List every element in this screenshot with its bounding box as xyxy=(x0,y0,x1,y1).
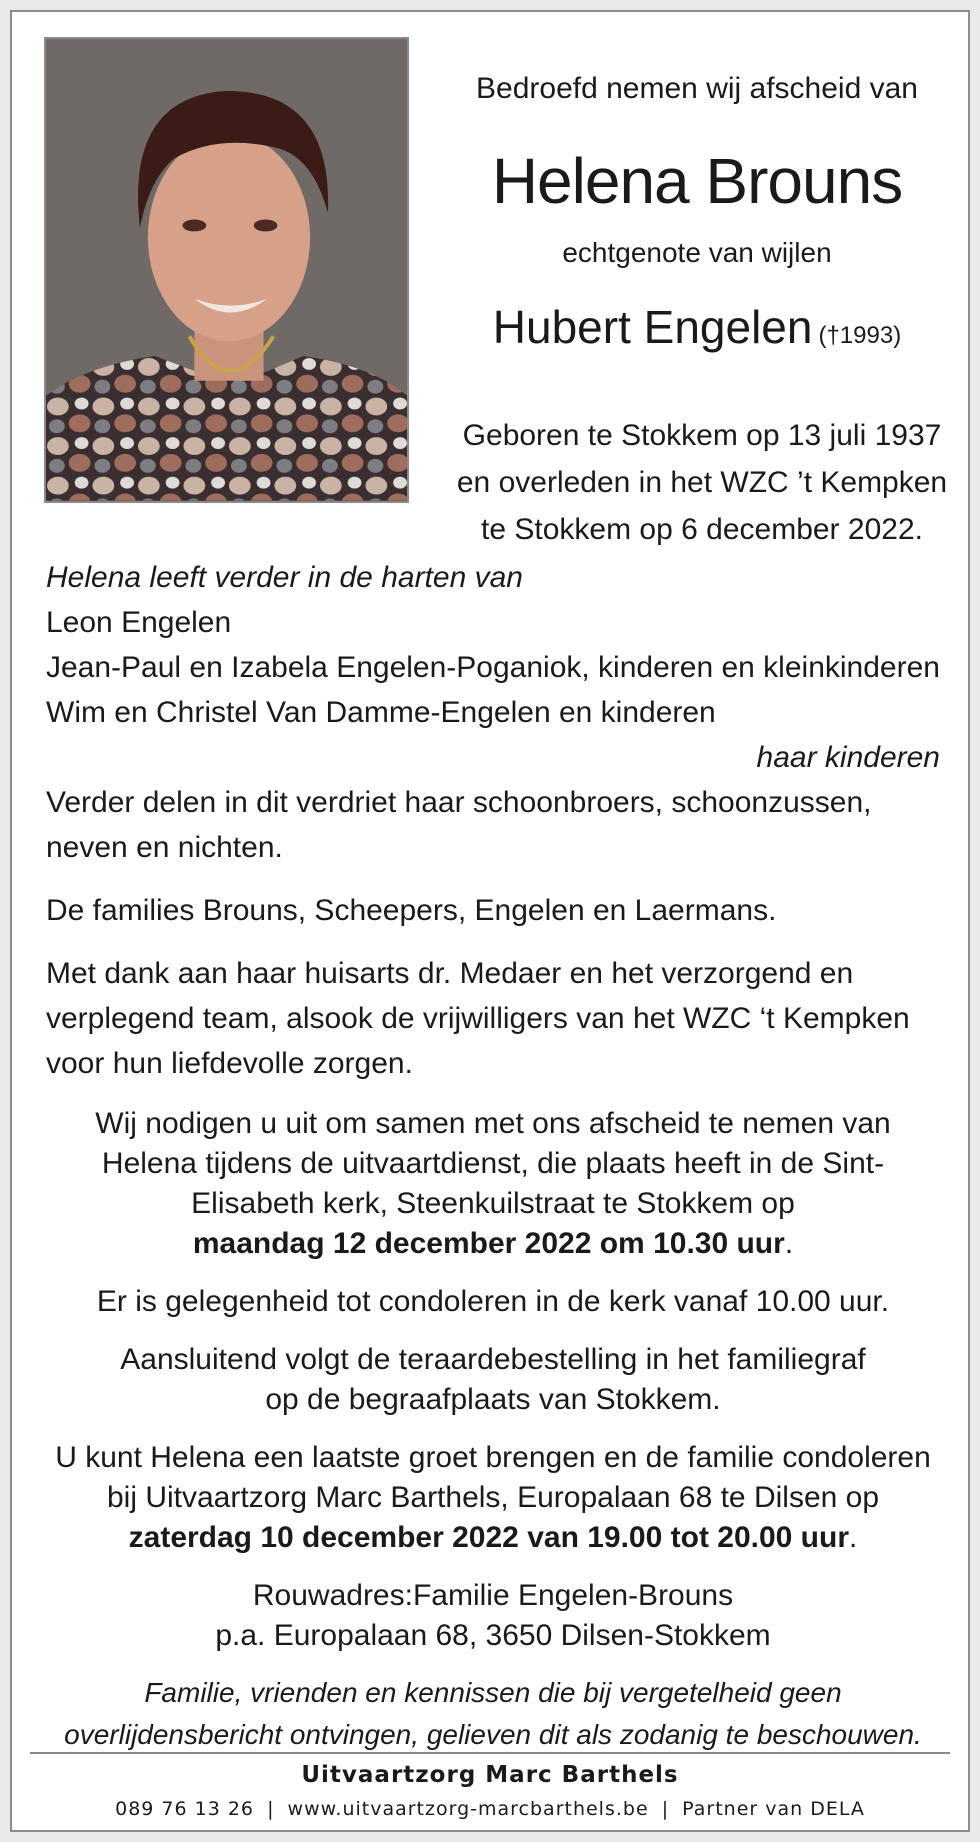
invite-line: Helena tijdens de uitvaartdienst, die plaats heeft in de Sint- xyxy=(101,1147,885,1180)
mourning-address: Rouwadres:Familie Engelen-Brouns xyxy=(252,1579,734,1612)
spouse-death-year: (†1993) xyxy=(818,322,902,349)
footer xyxy=(12,1762,968,1820)
burial-line: Aansluitend volgt de teraardebestelling in het familiegraf xyxy=(120,1343,866,1376)
children-label: haar kinderen xyxy=(756,741,940,774)
separator: | xyxy=(267,1798,275,1820)
website-link[interactable]: www.uitvaartzorg-marcbarthels.be xyxy=(287,1798,649,1820)
family-member: Jean-Paul en Izabela Engelen-Poganiok, kinderen en kleinkinderen xyxy=(46,651,940,684)
main-text xyxy=(46,555,940,1756)
funeral-invitation xyxy=(46,1104,940,1656)
disclaimer xyxy=(46,1672,940,1756)
burial-line: op de begraafplaats van Stokkem. xyxy=(265,1383,721,1416)
disclaimer-line: overlijdensbericht ontvingen, gelieven dit als zodanig te beschouwen. xyxy=(64,1719,922,1750)
birth-death-info xyxy=(422,412,980,553)
family-member: Wim en Christel Van Damme-Engelen en kinderen xyxy=(46,696,716,729)
death-line: en overleden in het WZC ’t Kempken xyxy=(456,466,948,499)
mourning-address: p.a. Europalaan 68, 3650 Dilsen-Stokkem xyxy=(215,1619,771,1652)
intro-text: Bedroefd nemen wij afscheid van xyxy=(476,72,918,105)
deceased-name: Helena Brouns xyxy=(491,145,903,217)
invite-line: Wij nodigen u uit om samen met ons afscheid te nemen van xyxy=(95,1107,891,1140)
funeral-home-name: Uitvaartzorg Marc Barthels xyxy=(301,1762,679,1788)
footer-divider xyxy=(30,1752,950,1754)
family-member: Leon Engelen xyxy=(46,606,232,639)
invite-line: Elisabeth kerk, Steenkuilstraat te Stokkem op xyxy=(191,1187,795,1220)
partner-text: Partner van DELA xyxy=(682,1798,865,1820)
visit-line: bij Uitvaartzorg Marc Barthels, Europalaan 68 te Dilsen op xyxy=(106,1481,880,1514)
lives-on-heading: Helena leeft verder in de harten van xyxy=(46,561,523,594)
separator: | xyxy=(661,1798,670,1820)
disclaimer-line: Familie, vrienden en kennissen die bij vergetelheid geen xyxy=(144,1677,842,1708)
other-relatives: Verder delen in dit verdriet haar schoonbroers, schoonzussen, neven en nichten. xyxy=(46,786,872,864)
visit-datetime: zaterdag 10 december 2022 van 19.00 tot 20.00 uur. xyxy=(128,1521,858,1554)
footer-contact xyxy=(12,1798,968,1820)
death-date-line: te Stokkem op 6 december 2022. xyxy=(481,513,923,546)
funeral-datetime: maandag 12 december 2022 om 10.30 uur. xyxy=(192,1227,794,1260)
birth-line: Geboren te Stokkem op 13 juli 1937 xyxy=(462,419,942,452)
spouse-name: Hubert Engelen xyxy=(492,301,813,353)
phone-number: 089 76 13 26 xyxy=(115,1798,255,1820)
obituary-card xyxy=(10,10,970,1832)
families-line: De families Brouns, Scheepers, Engelen en Laermans. xyxy=(46,894,777,927)
spouse-line xyxy=(422,300,972,354)
thanks-text: Met dank aan haar huisarts dr. Medaer en het verzorgend en verplegend team, alsook de vrijwilligers van het WZC ‘t Kempken voor hun liefdevolle zorgen. xyxy=(46,957,910,1080)
spouse-intro: echtgenote van wijlen xyxy=(562,237,832,268)
condolence-church: Er is gelegenheid tot condoleren in de kerk vanaf 10.00 uur. xyxy=(96,1285,890,1318)
visit-line: U kunt Helena een laatste groet brengen en de familie condoleren xyxy=(55,1441,931,1474)
portrait-photo xyxy=(44,37,409,503)
